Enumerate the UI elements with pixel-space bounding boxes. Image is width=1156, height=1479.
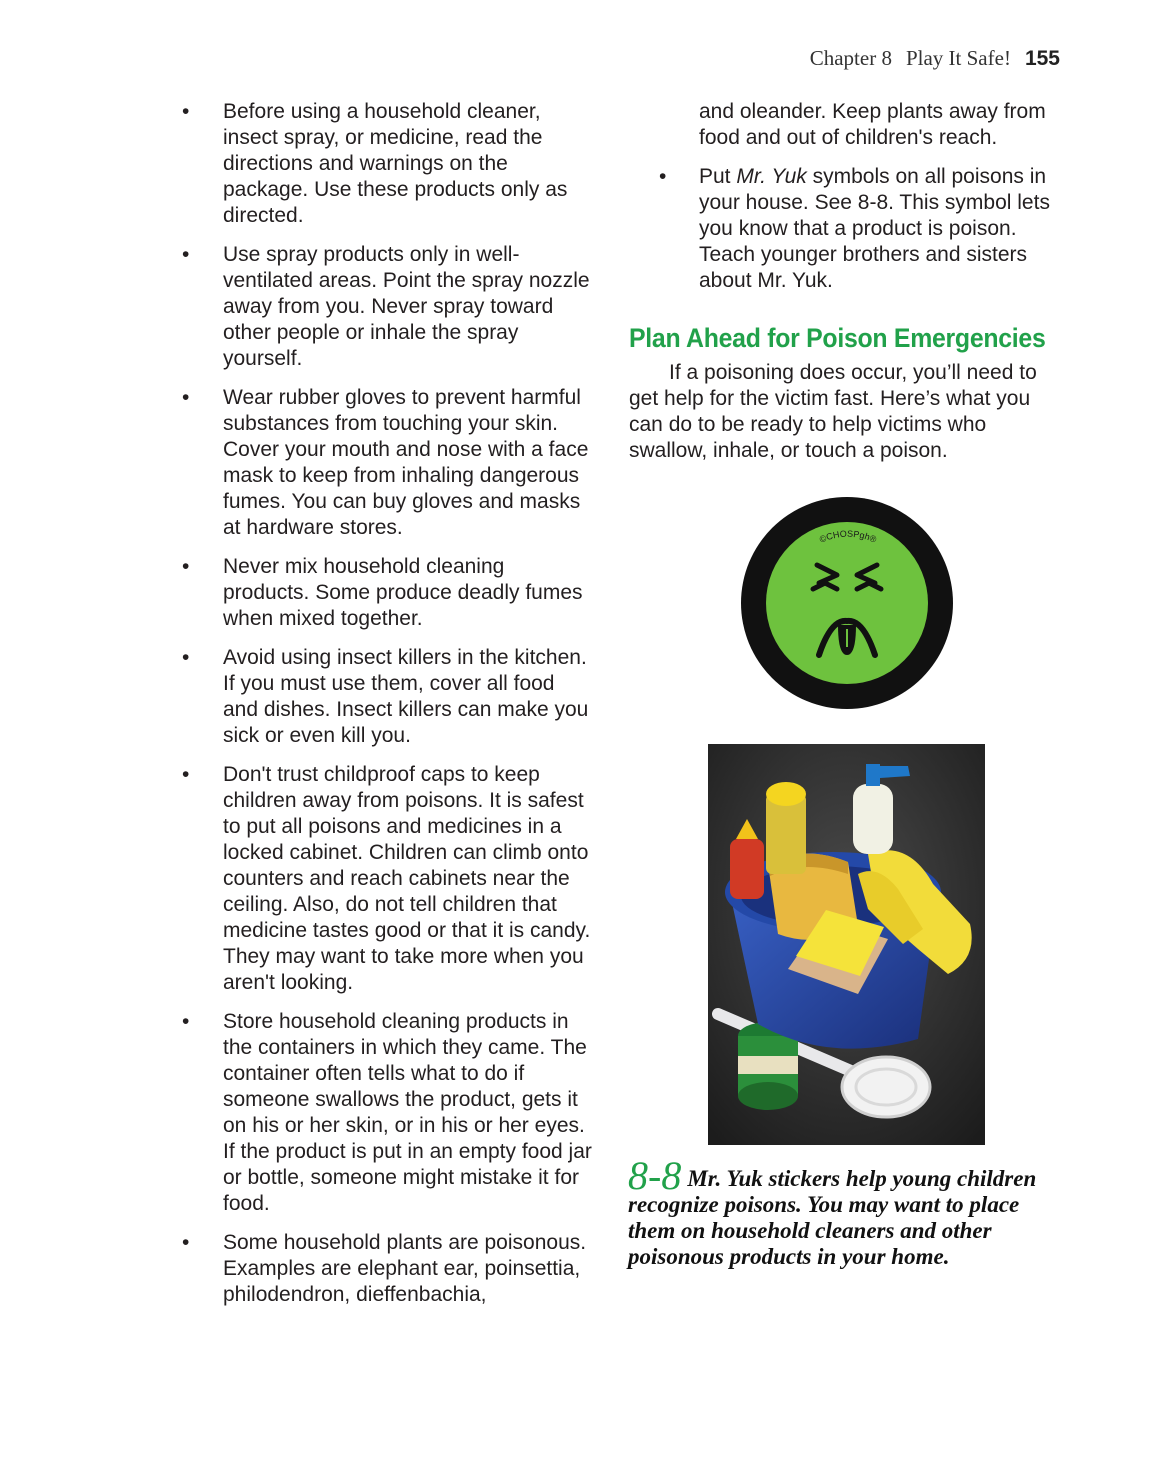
bullet-icon: • xyxy=(182,763,190,786)
section-paragraph: If a poisoning does occur, you’ll need to get help for the victim fast. Here’s what you can do to be ready to help victims who swallow, inhale, or touch a poison. xyxy=(629,361,1037,462)
section-heading: Plan Ahead for Poison Emergencies xyxy=(629,323,1046,353)
bullet-icon: • xyxy=(659,165,667,188)
cleaning-supplies-photo xyxy=(708,744,985,1145)
list-item: • Put Mr. Yuk symbols on all poisons in your house. See 8-8. This symbol lets you know that a product is poison. Teach younger brothers and sisters about Mr. Yuk. xyxy=(659,165,1050,292)
list-item: • Store household cleaning products in the containers in which they came. The container often tells what to do if someone swallows the product, gets it on his or her skin, or in his or her eyes. If the product is put in an empty food jar or bottle, someone might mistake it for food. xyxy=(182,1010,592,1215)
list-item: • Don't trust childproof caps to keep children away from poisons. It is safest to put all poisons and medicines in a locked cabinet. Children can climb onto counters and reach cabinets near the ceiling. Also, do not tell children that medicine tastes good or that it is candy. They may want to take more when you aren't looking. xyxy=(182,763,591,994)
list-item: • Wear rubber gloves to prevent harmful substances from touching your skin. Cover your mouth and nose with a face mask to keep from inhaling dangerous fumes. You can buy gloves and masks at hardware stores. xyxy=(182,386,589,539)
page-number: 155 xyxy=(1024,47,1060,70)
figure-number: 8-8 xyxy=(628,1153,682,1198)
chapter-label: Chapter 8 xyxy=(809,46,892,70)
figure-caption-text: Mr. Yuk stickers help young children recognize poisons. You may want to place them on household cleaners and other poisonous products in your home. xyxy=(628,1166,1037,1269)
right-column xyxy=(629,99,1069,464)
continued-text: and oleander. Keep plants away from food and out of children's reach. xyxy=(699,100,1046,149)
bullet-icon: • xyxy=(182,646,190,669)
safety-tips-list xyxy=(180,99,595,1308)
sticker-face xyxy=(766,522,928,684)
aerosol-can xyxy=(766,782,806,874)
list-item: • Before using a household cleaner, insect spray, or medicine, read the directions and warnings on the package. Use these products only as directed. xyxy=(182,100,568,227)
list-item: • Avoid using insect killers in the kitchen. If you must use them, cover all food and dishes. Insect killers can make you sick or even kill you. xyxy=(182,646,589,747)
left-column xyxy=(180,99,595,1321)
bullet-icon: • xyxy=(182,1231,190,1254)
chapter-title: Play It Safe! xyxy=(905,46,1011,70)
bullet-icon: • xyxy=(182,243,190,266)
bullet-icon: • xyxy=(182,386,190,409)
mr-yuk-italic: Mr. Yuk xyxy=(736,165,807,188)
mr-yuk-sticker-icon xyxy=(741,497,953,709)
bullet-icon: • xyxy=(182,100,190,123)
list-item: • Use spray products only in well-ventilated areas. Point the spray nozzle away from you. Never spray toward other people or inhale the spray yourself. xyxy=(182,243,590,370)
running-head xyxy=(810,46,1060,71)
bullet-icon: • xyxy=(182,1010,190,1033)
list-item: • Some household plants are poisonous. Examples are elephant ear, poinsettia, philodendron, dieffenbachia, xyxy=(182,1231,587,1306)
list-item: • Never mix household cleaning products. Some produce deadly fumes when mixed together. xyxy=(182,555,583,630)
bullet-icon: • xyxy=(182,555,190,578)
mr-yuk-list xyxy=(629,164,1069,294)
figure-caption xyxy=(628,1153,1068,1270)
sticker-copyright: ©CHOSPgh® xyxy=(818,528,878,545)
